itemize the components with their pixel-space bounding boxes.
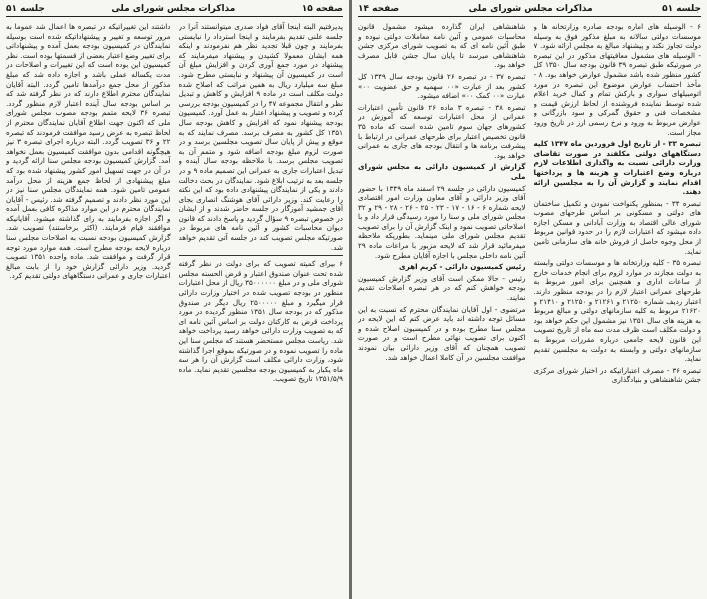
right-page-left-column (358, 22, 526, 591)
left-page-header (6, 2, 343, 17)
right-page-title: مذاکرات مجلس شورای ملی (468, 4, 593, 14)
right-page (352, 0, 707, 599)
commission-signature: رئیس کمیسیون دارائی - کریم اهری (399, 262, 526, 272)
paragraph: ۶ - الوسیله های اماره بودجه صادره وزارتخانه ها و موسسات دولتی سالانه به مبلغ مذکور فوق به وسیله دولت تجاوز نکند و پیشنهاد مبالغ به مجلس ارائه شود. ۷ - الوسیله های مشمول معافیتهای مذکور در این تبصره در صورتیکه طبق تبصره ۳۹ قانون بودجه سال ۱۳۵۰ کل کشور منظور شده باشد مشمول عوارض خواهد بود. ۸ - مأخذ احتساب عوارض موضوع این تبصره در مورد اتومبیلهای سواری و بارکش تمام و کمال خرید اعلام شده توسط نماینده فروشنده از لحاظ ارزش قیمت و مشخصات فنی و حقوق گمرکی و سود بازرگانی و عوارض مربوط به ورود و نرخ رسمی ارز در تاریخ ورود مجاز است. (533, 22, 701, 137)
paragraph: ۶ بیرای کمیته تصویب که برای دولت در نظر گرفته شده تحت عنوان صندوق اعتبار و قرض الحسنه مجلس شورای ملی و در مبلغ ۳۵۰۰۰۰۰۰ ریال از محل اعتبارات منظور در بودجه تصویب شده در اختیار وزارت دارائی قرار میگیرد و مبلغ ۲۵۰۰۰۰۰ ریال دیگر در صندوق مذکور که در بودجه سال ۱۳۵۱ منظور گردیده در مورد پرداخت قرض به کارکنان دولت بر اساس آئین نامه ای که به تصویب وزارت دارائی خواهد رسید پرداخت خواهد شد. ریاست مجلس مستحضر هستند که مجلس سنا این ماده را تصویب نموده و در صورتیکه بموقع اجرا گذاشته شود، وزارت دارائی مکلف است گزارش آن را هر سه ماه یکبار به کمیسیون بودجه مجلسین تقدیم نماید. ماده ۱۳۵۱/۵/۹ تاریخ تصویب. (178, 259, 343, 384)
tabsareh-38: تبصره ۳۸ - تبصره ۳ ماده ۲۶ قانون تأمین اعتبارات عمرانی از محل اعتبارات توسعه که آموزش در کشورهای جهان سوم تامین شده است که ماده ۳۵ قانون تخصیص اعتبار برای طرحهای عمرانی در ارتباط با پیشرفت برنامه ها و انتقال بودجه های جاری به عمرانی خواهد بود. (358, 102, 526, 160)
tabsareh-35: تبصره ۳۵ - کلیه وزارتخانه ها و موسسات دولتی وابسته به دولت مجازند در موارد لزوم برای انجام خدمات خارج از ساعات اداری و همچنین برای امور مربوط به طرحهای عمرانی اعتبار لازم را در بودجه منظور دارند. اعتبار ردیف شماره ۲۱۲۵۰ و ۲۱۲۶۱ و ۲۱۲۵۰ و ۲۱۴۱۰ و ۲۱۶۲۰ مربوط به کلیه سازمانهای دولتی و مبالغ مربوط به هزینه های سال ۱۳۵۱ نیز مشمول این حکم خواهد بود و دولت مکلف است ظرف مدت سه ماه از تاریخ تصویب این قانون لایحه جامعی درباره مقررات مربوط به سازمانهای دولتی و وابسته به دولت به مجلسین تقدیم نماید. (533, 258, 701, 364)
left-page (0, 0, 349, 599)
report-body: کمیسیون دارائی در جلسه ۲۹ اسفند ماه ۱۳۴۹ با حضور آقای وزیر دارائی و آقای معاون وزارت امور اقتصادی لایحه شماره ۶ - ۱۶ - ۱۷ - ۲۳ - ۲۵ - ۲۶ - ۲۸ - ۲۹ و ۳۲ مجلس شورای ملی و سنا را مورد رسیدگی قرار داد و با اصلاحاتی تصویب نمود و اینک گزارش آن را برای تصویب تقدیم مجلس شورای ملی مینماید. بطوریکه ملاحظه میفرمائید قرار شد که لایحه مزبور با مراعات ماده ۲۹ آئین نامه داخلی مجلس با اجازه آقایان مطرح شود. (358, 183, 526, 260)
paragraph: پدیرفتیم البته اینجا آقای فواد صدری میتوانستند آنرا در جلسه علنی تقدیم بفرمایند و اینجا استرداد را نبایستی بفرمایند و چون قبلا تجدید نظر هم نفرمودند و اینکه همه ایشان معمولا کشیدن و پیشنهاد میفرمایند که پیشنهاد در مورد جمع آوری کردن و افزایش مبلغ آن است در کمیسیون آن پیشنهاد و نبایستی مطرح شود. مبلغ سه میلیارد ریال به همین مراتب که اصلاح شده دولت مکلف است در ماده ۹ افزایش و کاهش و تبدیل نظر و انتقال مجموعه ۴۷ را در کمیسیون بودجه بررسی کرده و تصویب و پیشنهاد اعتبار به عمل آورد. کمیسیون بودجه پیشنهاد نمود که افزایش و کاهش بودجه سال ۱۳۵۱ کل کشور به مصرف برسد. مصرف نمایند که به موقع و پیش از پایان سال تصویب مجلسین برسد و در صورت لزوم مبلغ بودجه اضافه شود و متمم آن به تصویب مجلس برسد. با ملاحظه بودجه سال آینده و تبدیل اعتبارات جاری به عمرانی این تصمیم ماده ۹ و در جلسه بعد به ترتیب ابلاغ شود. نمایندگان در بحث دخالت دادند و یکی از نمایندگان پیشنهادی داده بود که این نکته را رعایت کند. وزیر دارائی آقای هوشنگ انصاری بجای آقای جمشید آموزگار در جلسه حاضر شدند و از ایشان در خصوص تبصره ۹ سؤال گردید و پاسخ دادند که قانون دیوان محاسبات کشور و آئین نامه های مربوط در صورتیکه مجلس تصویب کند در جلسه آتی تقدیم خواهد شد. (178, 22, 343, 252)
right-page-session: جلسه ۵۱ (662, 4, 701, 14)
left-page-columns (6, 22, 343, 591)
left-page-session: جلسه ۵۱ (6, 4, 45, 14)
right-page-number: صفحه ۱۴ (358, 4, 400, 14)
left-page-title: مذاکرات مجلس شورای ملی (111, 4, 236, 14)
report-title: گزارش از کمیسیون دارائی به مجلس شورای ملی (358, 162, 526, 181)
speaker-note: مرتضوی - اول آقایان نمایندگان محترم که نسبت به این مسائل توجه داشته اند باید عرض کنم که این لایحه در مجلس سنا مطرح بوده و در کمیسیون اصلاح شده و اکنون برای تصویب نهائی مطرح است و در صورت تصویب همچنان که آقای وزیر دارائی بیان نمودند موافقت مجلسین در آن کاملا اعمال خواهد شد. (358, 304, 526, 362)
right-page-columns (358, 22, 701, 591)
divider (179, 255, 344, 256)
tabsareh-33: تبصره ۳۳ - از تاریخ اول فروردین ماه ۱۳۴۷ کلیه دستگاههای دولتی مکلفند در صورت تقاضای وزارت دارائی نسبت به واگذاری اطلاعات لازم درباره وضع اعتبارات و هزینه ها و پرداختها اقدام نمایند و گزارش آن را به مجلسین ارائه دهند. (533, 139, 701, 197)
tabsareh-34: تبصره ۳۴ - بمنظور یکنواخت نمودن و تکمیل ساختمان های دولتی و مسکونی بر اساس طرحهای مصوب شورای عالی اقتصاد به وزارت آبادانی و مسکن اجازه داده میشود که اعتبارات لازم را در حدود قوانین مربوط از محل وجوه حاصل از فروش خانه های سازمانی تامین نماید. (533, 198, 701, 256)
left-page-number: صفحه ۱۵ (301, 4, 343, 14)
paragraph: داشتند این تغییراتیکه در تبصره ها اعمال شد عموما به مرور توسعه و تغییر و پیشنهاداتیکه شده است بوسیله نمایندگان در کمیسیون بودجه بعمل آمده و پیشنهاداتی برای تغییر وضع اعتبار بعضی از قسمتها بوده است. نظر کمیسیون این بوده است که این تغییرات و اصلاحات در مدت یکساله عملی باشد و اجازه داده شد که مبلغ مذکور از محل جمع درآمدها تامین گردد. البته آقایان نمایندگان محترم اطلاع دارند که در نظر گرفته شد که بر اساس بودجه سال آینده اعتبار لازم منظور گردد. تبصره ۳۶ لایحه متمم بودجه مصوب مجلس شورای ملی که اکنون جهت اطلاع آقایان نمایندگان محترم از لحاظ تبصره به عرض رسید موافقت فرمودند که تبصره ۲۲ و ۳۶ تصویب گردد. البته درباره اجرای تبصره ۳ نیز هیچگونه اقدامی بدون موافقت کمیسیون بعمل نخواهد آمد. گزارش کمیسیون بودجه مجلس سنا ارائه گردید و در آن در جهت تسهیل امور کشور پیشنهاد شده بود که مبلغ پیشنهادی از لحاظ جمع هزینه از محل درآمد عمومی تامین شود. همه نمایندگان مجلس سنا نیز در این مورد نظر دادند و تصمیم گرفته شد. رئیس - آقایان نمایندگان محترم در این موارد مذاکره کافی بعمل آمده و اگر اجازه بفرمایند به رای گذاشته میشود. آقایانیکه موافقند قیام فرمایند. (اکثر برخاستند) تصویب شد. گزارش کمیسیون بودجه نسبت به اصلاحات مجلس سنا درباره لایحه بودجه مطرح است. همه موارد مورد توجه قرار گرفت و موافقت شد. ماده واحده ۱۳۵۱ تصویب گردید. وزیر دارائی گزارش خود را از بابت مبالغ اعتبارات جاری و عمرانی دستگاههای دولتی تقدیم کرد. (6, 22, 171, 281)
left-page-left-column (6, 22, 171, 591)
tabsareh-37: تبصره ۳۷ - در تبصره ۲۶ قانون بودجه سال ۱۳۴۹ کل کشور بعد از عبارت «۰۰ سهمیه و حق عضویت ۰۰» عبارت «۰۰ کمک ۰۰» اضافه میشود. (358, 71, 526, 101)
left-page-right-column (179, 22, 344, 591)
right-page-right-column (534, 22, 702, 591)
right-page-header (358, 2, 701, 17)
tabsareh-36: تبصره ۳۶ - مصرف اعتباراتیکه در اختیار شورای مرکزی جشن شاهنشاهی و بنیادگذاری (533, 365, 701, 385)
chair-note: رئیس - حالا ممکن است آقای وزیر گزارش کمیسیون بودجه خواهش کنم که در هر تبصره اصلاحات تقدیم نمایند. (358, 273, 526, 303)
paragraph: شاهنشاهی ایران گذارده میشود مشمول قانون محاسبات عمومی و آئین نامه معاملات دولتی نبوده و طبق آئین نامه ای که به تصویب شورای مرکزی جشن شاهنشاهی میرسد تا پایان سال جشن قابل مصرف خواهد بود. (358, 22, 526, 70)
